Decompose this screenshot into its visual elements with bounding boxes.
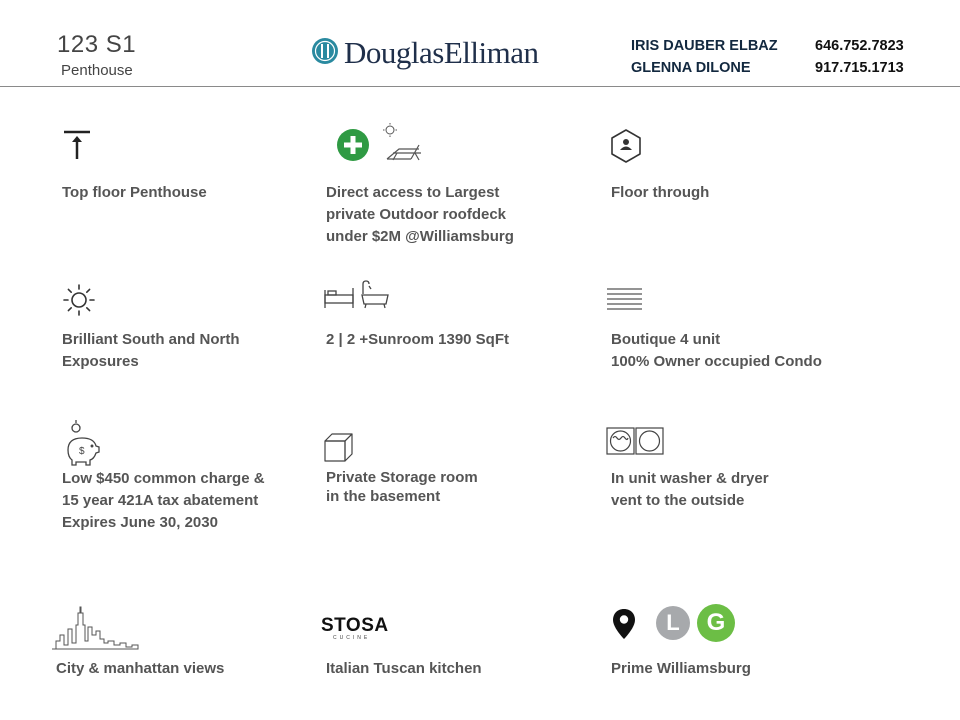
stosa-logo-subtext: CUCINE: [333, 635, 371, 641]
storage-box-icon: [323, 432, 355, 464]
agent-name-2: GLENNA DILONE: [631, 60, 751, 76]
stosa-logo: [321, 616, 391, 642]
agent-phone-2: 917.715.1713: [815, 60, 904, 76]
arrow-up-to-line-icon: [62, 130, 92, 160]
feature-top-floor: Top floor Penthouse: [62, 184, 207, 201]
stacked-lines-icon: [607, 287, 643, 313]
plus-and-lounge-chair-icon: [337, 123, 427, 165]
person-hexagon-icon: [609, 128, 643, 164]
feature-exposures: Brilliant South and North Exposures: [62, 331, 240, 370]
bed-and-bathtub-icon: [323, 280, 391, 310]
unit-type: Penthouse: [61, 62, 133, 79]
feature-rooms-sqft: 2 | 2 +Sunroom 1390 SqFt: [326, 331, 510, 348]
stosa-logo-text: STOSA: [321, 615, 389, 636]
property-address: 123 S1: [57, 31, 137, 58]
feature-floor-through: Floor through: [611, 184, 710, 201]
agent-name-1: IRIS DAUBER ELBAZ: [631, 38, 778, 54]
brand-name: DouglasElliman: [344, 35, 539, 70]
feature-storage: Private Storage room in the basement: [326, 469, 478, 505]
feature-washer-dryer: In unit washer & dryer vent to the outside: [611, 470, 769, 509]
piggy-bank-icon: [62, 420, 102, 468]
feature-common-charge: Low $450 common charge & 15 year 421A tax abatement Expires June 30, 2030: [62, 470, 265, 531]
washer-dryer-icon: [606, 427, 664, 455]
header-divider: [0, 86, 960, 87]
agent-phone-1: 646.752.7823: [815, 38, 904, 54]
svg-text:$: $: [79, 446, 85, 457]
feature-boutique: Boutique 4 unit 100% Owner occupied Condo: [611, 331, 822, 370]
feature-kitchen: Italian Tuscan kitchen: [326, 660, 482, 677]
map-pin-icon: [612, 608, 636, 640]
feature-roofdeck: Direct access to Largest private Outdoor roofdeck under $2M @Williamsburg: [326, 184, 514, 245]
subway-l-icon: L: [656, 606, 690, 640]
subway-g-icon: G: [697, 604, 735, 642]
sun-icon: [62, 283, 96, 317]
feature-location: Prime Williamsburg: [611, 660, 751, 677]
brand-emblem-icon: [311, 37, 339, 70]
feature-views: City & manhattan views: [56, 660, 225, 677]
city-skyline-icon: [52, 605, 140, 651]
brand-logo: [311, 33, 538, 73]
